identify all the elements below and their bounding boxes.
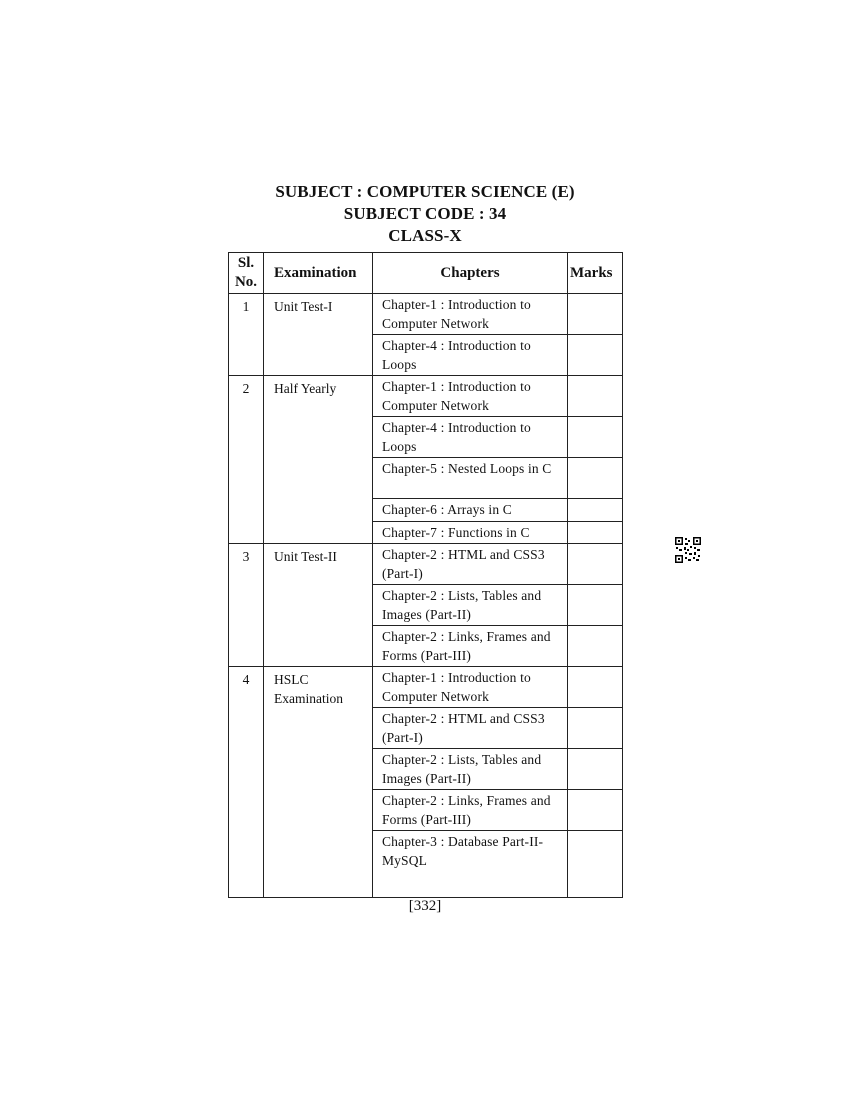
marks-cell bbox=[568, 499, 623, 522]
marks-cell bbox=[568, 708, 623, 749]
chapter-cell: Chapter-1 : Introduction to Computer Network bbox=[373, 376, 568, 417]
sl-no-cell: 2 bbox=[229, 376, 264, 544]
marks-cell bbox=[568, 376, 623, 417]
sl-no-cell: 1 bbox=[229, 294, 264, 376]
marks-cell bbox=[568, 749, 623, 790]
marks-cell bbox=[568, 790, 623, 831]
qr-code-icon bbox=[675, 537, 701, 563]
marks-cell bbox=[568, 626, 623, 667]
marks-cell bbox=[568, 831, 623, 898]
chapter-cell: Chapter-2 : Lists, Tables and Images (Part-II) bbox=[373, 749, 568, 790]
sl-no-cell: 4 bbox=[229, 667, 264, 898]
marks-cell bbox=[568, 294, 623, 335]
marks-cell bbox=[568, 521, 623, 544]
table-row bbox=[229, 544, 623, 585]
table-row bbox=[229, 667, 623, 708]
marks-cell bbox=[568, 585, 623, 626]
marks-cell bbox=[568, 335, 623, 376]
examination-cell: Unit Test-I bbox=[264, 294, 373, 376]
sl-no-cell: 3 bbox=[229, 544, 264, 667]
chapter-cell: Chapter-7 : Functions in C bbox=[373, 521, 568, 544]
chapter-cell: Chapter-2 : HTML and CSS3 (Part-I) bbox=[373, 708, 568, 749]
subject-code: SUBJECT CODE : 34 bbox=[343, 204, 507, 223]
chapter-cell: Chapter-3 : Database Part-II-MySQL bbox=[373, 831, 568, 898]
header-sl-no: Sl. No. bbox=[229, 253, 264, 294]
header-examination: Examination bbox=[264, 253, 373, 294]
table-header-row bbox=[229, 253, 623, 294]
chapter-cell: Chapter-1 : Introduction to Computer Network bbox=[373, 294, 568, 335]
chapter-cell: Chapter-5 : Nested Loops in C bbox=[373, 458, 568, 499]
chapter-cell: Chapter-4 : Introduction to Loops bbox=[373, 335, 568, 376]
chapter-cell: Chapter-2 : Lists, Tables and Images (Part-II) bbox=[373, 585, 568, 626]
marks-cell bbox=[568, 417, 623, 458]
class-title: CLASS-X bbox=[388, 226, 462, 245]
chapter-cell: Chapter-2 : HTML and CSS3 (Part-I) bbox=[373, 544, 568, 585]
examination-cell: Unit Test-II bbox=[264, 544, 373, 667]
subject-title: SUBJECT : COMPUTER SCIENCE (E) bbox=[275, 182, 575, 201]
examination-cell: Half Yearly bbox=[264, 376, 373, 544]
header-marks: Marks bbox=[568, 253, 623, 294]
page-number: [332] bbox=[408, 898, 442, 914]
chapter-cell: Chapter-1 : Introduction to Computer Network bbox=[373, 667, 568, 708]
chapter-cell: Chapter-2 : Links, Frames and Forms (Part-III) bbox=[373, 790, 568, 831]
page-heading bbox=[0, 181, 850, 247]
chapter-cell: Chapter-6 : Arrays in C bbox=[373, 499, 568, 522]
table-row bbox=[229, 376, 623, 417]
marks-cell bbox=[568, 458, 623, 499]
syllabus-table bbox=[228, 252, 623, 898]
table-row bbox=[229, 294, 623, 335]
header-chapters: Chapters bbox=[373, 253, 568, 294]
examination-cell: HSLC Examination bbox=[264, 667, 373, 898]
marks-cell bbox=[568, 667, 623, 708]
chapter-cell: Chapter-4 : Introduction to Loops bbox=[373, 417, 568, 458]
marks-cell bbox=[568, 544, 623, 585]
chapter-cell: Chapter-2 : Links, Frames and Forms (Part-III) bbox=[373, 626, 568, 667]
